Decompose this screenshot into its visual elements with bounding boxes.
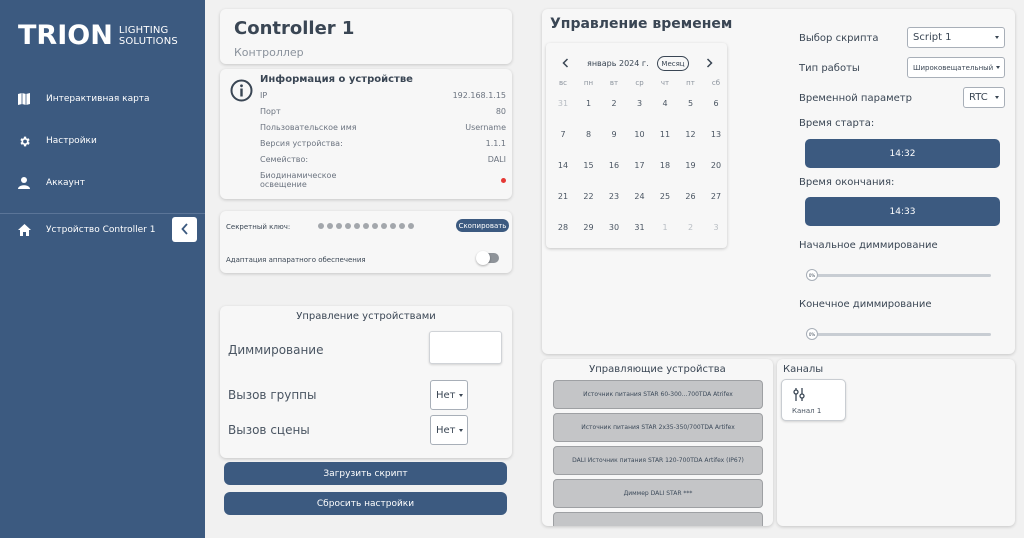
secret-key-card [220, 211, 512, 273]
chevron-down-icon [459, 429, 463, 432]
chevron-down-icon [995, 96, 999, 99]
calendar-day[interactable]: 21 [557, 192, 569, 201]
mode-select-label: Тип работы [799, 63, 860, 74]
channel-label: Канал 1 [792, 407, 822, 415]
device-list-item[interactable]: DALI Источник питания STAR 120-700TDA Artifex (IP67) [553, 446, 763, 475]
info-label: IP [260, 91, 268, 100]
device-list-item[interactable]: Источник питания STAR 2x35-350/700TDA Artifex [553, 413, 763, 442]
logo-sub-line-1: LIGHTING [118, 24, 169, 36]
logo-wordmark: TRION [18, 20, 113, 51]
device-control-title: Управление устройствами [296, 311, 436, 322]
chevron-left-icon [562, 58, 569, 68]
calendar-day[interactable]: 24 [634, 192, 645, 201]
calendar-day[interactable]: 17 [634, 161, 645, 170]
logo-sub-line-2: SOLUTIONS [118, 35, 178, 47]
calendar [546, 43, 727, 248]
calendar-day[interactable]: 27 [710, 192, 722, 201]
calendar-day[interactable]: 1 [585, 99, 592, 108]
calendar-day[interactable]: 8 [585, 130, 592, 139]
calendar-day[interactable]: 2 [611, 99, 617, 108]
sidebar [0, 0, 205, 538]
biodynamic-status-dot [501, 178, 506, 183]
calendar-day[interactable]: 6 [713, 99, 719, 108]
sidebar-item-label: Аккаунт [46, 178, 85, 188]
script-select-value: Script 1 [913, 32, 952, 43]
mode-select-value: Широковещательный [913, 63, 994, 72]
calendar-day[interactable]: 18 [659, 161, 671, 170]
calendar-day[interactable]: 30 [608, 223, 620, 232]
sidebar-item-label: Интерактивная карта [46, 94, 150, 104]
calendar-day[interactable]: 22 [583, 192, 594, 201]
time-control-card [542, 9, 1015, 354]
calendar-day[interactable]: 2 [687, 223, 694, 232]
gear-icon [17, 134, 31, 148]
device-info-card [220, 69, 512, 199]
home-icon [17, 223, 31, 237]
info-row-version [260, 139, 506, 148]
mode-select[interactable] [907, 57, 1005, 78]
device-list-item[interactable]: Источник питания STAR 60-300...700TDA Atrifex [553, 380, 763, 409]
scene-call-label: Вызов сцены [228, 423, 310, 437]
sidebar-item-label: Устройство Controller 1 [46, 225, 156, 235]
info-row-family [260, 155, 506, 164]
end-dimming-slider[interactable] [806, 333, 991, 336]
calendar-day[interactable]: 14 [557, 161, 569, 170]
device-list-item[interactable]: Диммер DALI STAR *** [553, 479, 763, 508]
channels-title: Каналы [783, 364, 824, 375]
calendar-day[interactable]: 16 [608, 161, 620, 170]
channel-tile[interactable] [781, 379, 846, 421]
info-value: 80 [495, 107, 506, 116]
calendar-day[interactable]: 20 [710, 161, 722, 170]
page-subtitle: Контроллер [234, 46, 304, 59]
info-row-ip [260, 91, 506, 100]
logo-subtitle [119, 25, 178, 47]
calendar-weekday: чт [660, 79, 670, 87]
start-dimming-label: Начальное диммирование [799, 240, 938, 251]
calendar-day[interactable]: 26 [685, 192, 696, 201]
page-title: Controller 1 [234, 18, 355, 39]
toggle-knob [476, 251, 490, 265]
device-info-heading: Информация о устройстве [260, 74, 413, 85]
secret-key-label: Секретный ключ: [226, 223, 291, 231]
info-label: Пользовательское имя [260, 123, 357, 132]
info-row-username [260, 123, 506, 132]
group-call-value: Нет [436, 389, 456, 401]
time-param-label: Временной параметр [799, 93, 912, 104]
dimming-label: Диммирование [228, 343, 324, 357]
calendar-weekday: пт [686, 79, 695, 87]
calendar-day[interactable]: 31 [634, 223, 645, 232]
hardware-adaptation-toggle[interactable] [477, 253, 499, 263]
calendar-day[interactable]: 4 [662, 99, 668, 108]
calendar-prev-button[interactable] [562, 57, 569, 71]
sidebar-divider [0, 213, 205, 214]
controlling-devices-title: Управляющие устройства [589, 364, 726, 375]
map-icon [17, 92, 31, 106]
device-control-card [220, 306, 512, 458]
script-select-label: Выбор скрипта [799, 33, 879, 44]
user-icon [17, 176, 31, 190]
calendar-day[interactable]: 29 [583, 223, 594, 232]
calendar-day[interactable]: 5 [687, 99, 694, 108]
info-label: Версия устройства: [260, 139, 343, 148]
calendar-header [546, 57, 727, 71]
calendar-day[interactable]: 11 [659, 130, 671, 139]
copy-key-button[interactable]: Скопировать [456, 219, 509, 232]
calendar-day[interactable]: 13 [710, 130, 722, 139]
channels-card [777, 359, 1015, 526]
biodynamic-label-line-1: Биодинамическое [260, 171, 337, 180]
calendar-day[interactable]: 25 [659, 192, 671, 201]
logo [18, 20, 178, 51]
scene-call-select[interactable] [430, 415, 468, 445]
device-title-card [220, 9, 512, 64]
chevron-down-icon [996, 66, 1000, 69]
sidebar-item-map[interactable] [0, 85, 205, 113]
chevron-down-icon [995, 36, 999, 39]
calendar-weekday: ср [635, 79, 644, 87]
chevron-right-icon [706, 58, 713, 68]
calendar-day[interactable]: 3 [636, 99, 643, 108]
start-time-label: Время старта: [799, 118, 875, 129]
calendar-day[interactable]: 10 [634, 130, 645, 139]
info-label: Семейство: [260, 155, 309, 164]
time-param-value: RTC [969, 92, 988, 103]
group-call-select[interactable] [430, 380, 468, 410]
calendar-day[interactable]: 3 [713, 223, 719, 232]
scene-call-value: Нет [436, 424, 456, 436]
calendar-view-button[interactable]: Месяц [657, 56, 689, 71]
sidebar-item-label: Настройки [46, 136, 97, 146]
info-label: Порт [260, 107, 281, 116]
sidebar-collapse-button[interactable] [172, 217, 197, 242]
info-row-port [260, 107, 506, 116]
calendar-weekday: вс [559, 79, 567, 87]
calendar-day[interactable]: 9 [611, 130, 617, 139]
calendar-weekday: вт [609, 79, 619, 87]
info-row-biodynamic [260, 171, 506, 189]
end-dimming-label: Конечное диммирование [799, 299, 932, 310]
calendar-weekday: сб [711, 79, 721, 87]
reset-settings-button[interactable]: Сбросить настройки [224, 492, 507, 515]
end-time-button[interactable]: 14:33 [805, 197, 1000, 226]
info-icon [230, 79, 253, 106]
end-time-label: Время окончания: [799, 177, 895, 188]
hardware-adaptation-label: Адаптация аппаратного обеспечения [226, 256, 366, 264]
info-label [260, 171, 336, 189]
chevron-left-icon [181, 220, 189, 239]
info-value: DALI [487, 155, 506, 164]
info-value: 192.168.1.15 [452, 91, 506, 100]
calendar-day[interactable]: 15 [583, 161, 594, 170]
sidebar-item-settings[interactable] [0, 127, 205, 155]
start-dimming-slider[interactable] [806, 274, 991, 277]
script-select[interactable] [907, 27, 1005, 48]
calendar-day[interactable]: 23 [608, 192, 620, 201]
group-call-label: Вызов группы [228, 388, 317, 402]
biodynamic-label-line-2: освещение [260, 180, 307, 189]
calendar-day[interactable]: 1 [662, 223, 668, 232]
sliders-icon [793, 386, 805, 405]
info-value: 1.1.1 [485, 139, 506, 148]
controlling-devices-card [542, 359, 773, 526]
calendar-day[interactable]: 31 [557, 99, 569, 108]
calendar-day[interactable]: 7 [560, 130, 566, 139]
calendar-next-button[interactable] [706, 57, 713, 71]
chevron-down-icon [459, 394, 463, 397]
slider-handle[interactable]: 0% [806, 328, 818, 340]
calendar-weekday: пн [583, 79, 594, 87]
calendar-day[interactable]: 28 [557, 223, 569, 232]
sidebar-item-account[interactable] [0, 169, 205, 197]
time-control-title: Управление временем [550, 16, 733, 32]
calendar-day[interactable]: 12 [685, 130, 696, 139]
secret-key-masked [318, 223, 414, 229]
time-param-select[interactable] [963, 87, 1005, 108]
calendar-month-label: январь 2024 г. [587, 59, 649, 68]
start-time-button[interactable]: 14:32 [805, 139, 1000, 168]
info-value: Username [465, 123, 506, 132]
dimming-input[interactable] [429, 331, 502, 364]
device-list-item-partial[interactable] [553, 512, 763, 526]
slider-handle[interactable]: 0% [806, 269, 818, 281]
calendar-day[interactable]: 19 [685, 161, 696, 170]
load-script-button[interactable]: Загрузить скрипт [224, 462, 507, 485]
